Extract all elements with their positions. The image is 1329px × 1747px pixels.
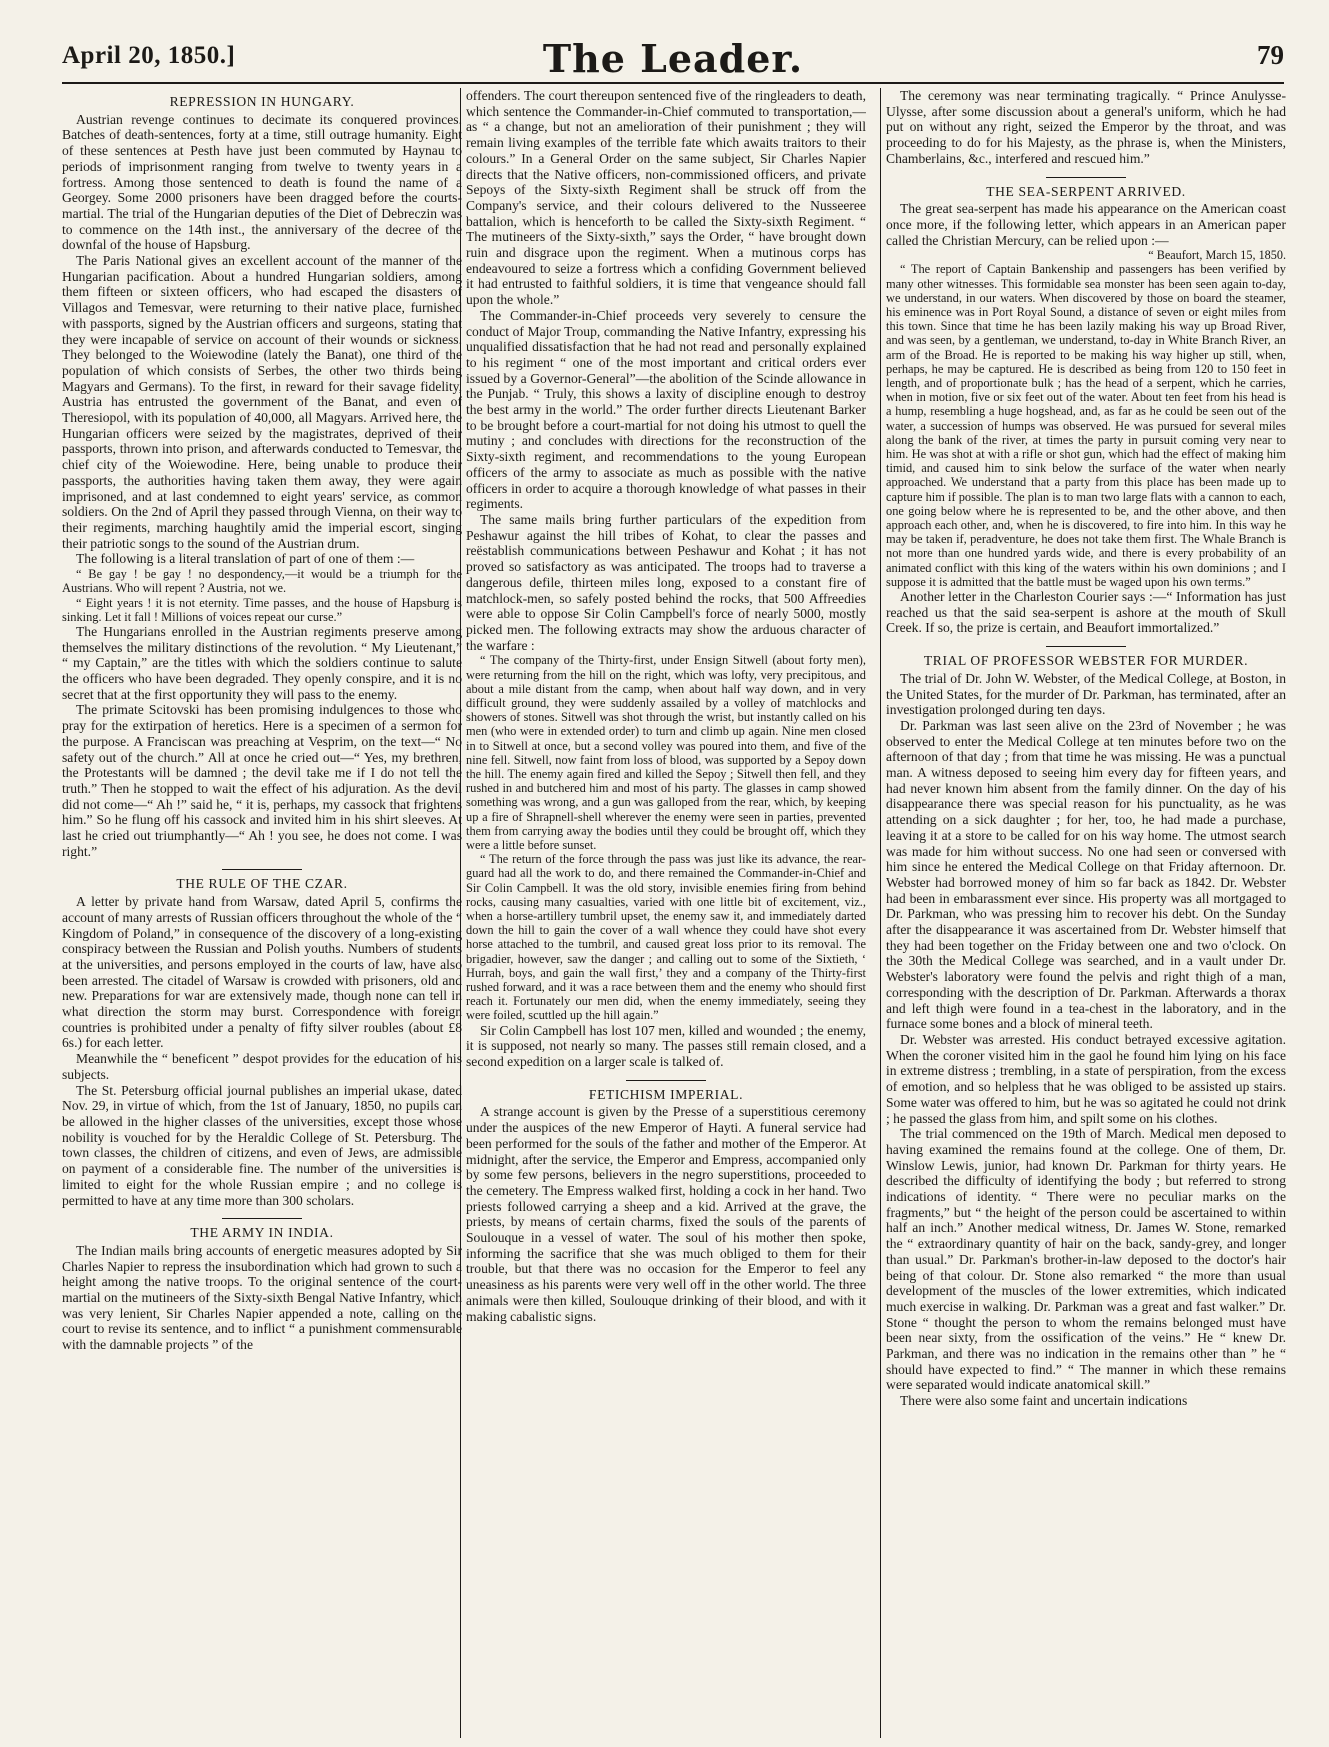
paragraph: The St. Petersburg official journal publishes an imperial ukase, dated Nov. 29, in virtue of which, from the 1st of January, 1850, no pupils can be allowed in the higher classes of the universities, except those whose nobility is vouched for by the Heraldic College of St. Petersburg. The town classes, the children of citizens, and even of Jews, are admissible on payment of a considerable fine. The number of the universities is limited to eight for the whole Russian empire ; and no college is permitted to have at any time more than 300 scholars. [62,1082,462,1208]
quote-paragraph: “ The company of the Thirty-first, under Ensign Sitwell (about forty men), were returning from the hill on the right, which was lofty, very precipitous, and about a mile distant from the camp, when about half way down, and in very difficult ground, they were suddenly assailed by a volley of matchlocks and showers of stones. Sitwell was shot through the wrist, but instantly called on his men (who were in extended order) to turn and climb up again. Nine men closed in to Sitwell at once, but a second volley was poured into them, and five of the nine fell. Sitwell, now faint from loss of blood, was supported by a Sepoy down the hill. The enemy again fired and killed the Sepoy ; Sitwell then fell, and they rushed in and butchered him and most of his party. The glasses in camp showed something was wrong, and a gun was galloped from the rear, which, by keeping up a fire of Shrapnell-shell wherever the enemy were seen in parties, prevented them from carrying away the bodies until they could be brought off, which they were a little before sunset. [466,653,866,852]
paragraph: The Commander-in-Chief proceeds very severely to censure the conduct of Major Troup, commanding the Native Infantry, expressing his unqualified dissatisfaction that he had not read and personally explained to his regiment “ one of the most important and critical orders ever issued by a Governor-General”—the abolition of the Scinde allowance in the Punjab. “ Truly, this shows a laxity of discipline enough to destroy the best army in the world.” The order further directs Lieutenant Barker to be brought before a court-martial for not doing his utmost to quell the mutiny ; and concludes with directions for the reconstruction of the Sixty-sixth regiment, and recommendations to the young European officers of the army to associate as much as possible with the native officers in order to acquire a thorough knowledge of what passes in their regiments. [466,307,866,512]
paragraph: The following is a literal translation of part of one of them :— [76,551,415,567]
paragraph: The trial commenced on the 19th of March. Medical men deposed to having examined the remains found at the college. One of them, Dr. Winslow Lewis, junior, had known Dr. Parkman for thirty years. He described the difficulty of identifying the body ; but referred to strong indications of identity. “ There were no peculiar marks on the fragments,” but “ the height of the person could be ascertained to within half an inch.” Another medical witness, Dr. James W. Stone, remarked the “ extraordinary quantity of hair on the back, sandy-grey, and longer than usual.” Dr. Parkman's brother-in-law deposed to the doctor's hair being of that colour. Dr. Stone also remarked “ the more than usual development of the muscles of the lower extremities, which indicated much exercise in walking. Dr. Parkman was a great and fast walker.” Dr. Stone “ thought the person to whom the remains belonged must have been near sixty, from the ossification of the veins.” He “ knew Dr. Parkman, and there was no indication in the remains other than ” he “ should have expected to find.” “ The manner in which these remains were separated would indicate anatomical skill.” [886,1126,1286,1393]
section-title: THE SEA-SERPENT ARRIVED. [986,183,1186,199]
paragraph: The great sea-serpent has made his appearance on the American coast once more, if the following letter, which appears in an American paper called the Christian Mercury, can be relied upon :— [886,201,1286,248]
paragraph: The Indian mails bring accounts of energetic measures adopted by Sir Charles Napier to repress the insubordination which had grown to such a height among the native troops. To the original sentence of the court-martial on the mutineers of the Sixty-sixth Bengal Native Infantry, which was very lenient, Sir Charles Napier appended a note, calling on the court to revise its sentence, and to inflict “ a punishment commensurable with the damnable projects ” of the [62,1242,462,1353]
paragraph: Dr. Parkman was last seen alive on the 23rd of November ; he was observed to enter the Medical College at ten minutes before two on the afternoon of that day ; from that time he was missing. He was a punctual man. A witness deposed to seeing him every day for fifteen years, and had never known him absent from the family dinner. On the day of his disappearance there was special reason for his punctuality, as he was attending on a sick daughter ; for her, too, he had made a purchase, leaving it at a store to be called for on his way home. The utmost search was made for him without success. No one had seen or conversed with him since he entered the Medical College on that Friday afternoon. Dr. Webster had borrowed money of him so far back as 1842. Dr. Webster had been in embarassment ever since. His property was all mortgaged to Dr. Parkman, who was pressing him to recover his debt. On the Sunday after the disappearance it was ascertained from Dr. Webster himself that they had been together on the Friday between one and two o'clock. On the 30th the Medical College was searched, and in a vault under Dr. Webster's laboratory were found the pelvis and right thigh of a man, corresponding with the description of Dr. Parkman. Afterwards a thorax and left thigh were found in a tea-chest in the laboratory, and in the furnace some bones and a block of mineral teeth. [886,717,1286,1032]
quote-paragraph: “ Eight years ! it is not eternity. Time passes, and the house of Hapsburg is sinking. Let it fall ! Millions of voices repeat our curse.” [62,595,462,624]
section-divider [222,869,302,870]
paragraph: Another letter in the Charleston Courier says :—“ Information has just reached us that the said sea-serpent is ashore at the mouth of Skull Creek. If so, the prize is certain, and Beaufort immortalized.” [886,589,1286,636]
column-1 [62,88,462,1738]
paragraph: The Hungarians enrolled in the Austrian regiments preserve among themselves the military distinctions of the revolution. “ My Lieutenant,” “ my Captain,” are the titles with which the soldiers continue to salute the officers who have been degraded. They openly conspire, and it is no secret that at the first opportunity they will pass to the enemy. [62,623,462,702]
paragraph: The same mails bring further particulars of the expedition from Peshawur against the hill tribes of Kohat, to clear the passes and reëstablish communications between Peshawur and Kohat ; it has not proved so satisfactory as was anticipated. The troops had to traverse a dangerous defile, thirteen miles long, exposed to a constant fire of matchlock-men, so safely posted behind the rocks, that 500 Affreedies were able to oppose Sir Colin Campbell's force of nearly 5000, mostly picked men. The following extracts may show the arduous character of the warfare : [466,511,866,653]
paragraph: Austrian revenge continues to decimate its conquered provinces. Batches of death-sentences, forty at a time, still outrage humanity. Eight of these sentences at Pesth have just been commuted by Haynau to periods of imprisonment ranging from twelve to twenty years in a fortress. Among those sentenced to death is found the name of a Georgey. Some 2000 prisoners have been dragged before the courts-martial. The trial of the Hungarian deputies of the Diet of Debreczin was to commence on the 14th inst., the anniversary of the decree of the downfal of the house of Hapsburg. [62,111,462,253]
paragraph: Meanwhile the “ beneficent ” despot provides for the education of his subjects. [62,1051,462,1082]
newspaper-title: The Leader. [542,36,804,81]
paragraph: The ceremony was near terminating tragically. “ Prince Anulysse-Ulysse, after some discussion about a general's uniform, which he had put on without any right, seized the Emperor by the throat, and was proceeding to do for his Majesty, as the phrase is, when the Ministers, Chamberlains, &c., interfered and rescued him.” [886,88,1286,166]
section-divider [222,1218,302,1219]
paragraph: The Paris National gives an excellent account of the manner of the Hungarian pacification. About a hundred Hungarian soldiers, among them fifteen or sixteen officers, who had escaped the disasters of Villagos and Temesvar, were returning to their native place, furnished with passports, signed by the Austrian officers and surgeons, stating that they were incapable of service on account of their wounds or sickness. They belonged to the Woiewodine (lately the Banat), one third of the population of which consists of Serbes, the other two thirds being Magyars and Germans). To the first, in reward for their savage fidelity, Austria has entrusted the government of the Banat, and even of Theresiopol, with its population of 40,000, all Magyars. Arrived here, the Hungarian officers were seized by the magistrates, deprived of their passports, thrown into prison, and afterwards conducted to Temesvar, the chief city of the Woiewodine. Here, being unable to produce their passports, the authorities having taken them away, they were again imprisoned, and at last condemned to eight years' service, as common soldiers. On the 2nd of April they passed through Vienna, on their way to their regiments, marching haughtily amid the imperial escort, singing their patriotic songs to the sound of the Austrian drum. [62,253,462,551]
paragraph: A strange account is given by the Presse of a superstitious ceremony under the auspices of the new Emperor of Hayti. A funeral service had been performed for the souls of the father and mother of the Emperor. At midnight, after the service, the Emperor and Empress, accompanied only by some few persons, believers in the negro superstitions, proceeded to the cemetery. The Empress walked first, holding a cock in her hand. Two priests followed carrying a sheep and a kid. Arrived at the grave, the priests, by means of certain charms, fixed the souls of the parents of Soulouque in a vessel of water. The soul of his mother then spoke, informing the sacrifice that she was much obliged to them for their trouble, but that there was no occasion for the Emperor to feel any uneasiness as his parents were very well off in the other world. The three animals were then killed, Soulouque drinking of their blood, and with it making cabalistic signs. [466,1104,866,1324]
section-title: THE RULE OF THE CZAR. [176,876,348,892]
section-title: THE ARMY IN INDIA. [190,1225,334,1241]
section-title: TRIAL OF PROFESSOR WEBSTER FOR MURDER. [923,653,1249,669]
paragraph: Dr. Webster was arrested. His conduct betrayed excessive agitation. When the coroner visited him in the gaol he found him lying on his face in extreme distress ; trembling, in a state of perspiration, from the excess of emotion, and so helpless that he was obliged to be assisted up stairs. Some water was offered to him, but he was so agitated he could not drink ; he passed the glass from him, and spilt some on his clothes. [886,1031,1286,1126]
paragraph: A letter by private hand from Warsaw, dated April 5, confirms the account of many arrests of Russian officers throughout the whole of the “ Kingdom of Poland,” in consequence of the discovery of a long-existing conspiracy between the Russian and Polish youths. Numbers of students at the universities, and persons employed in the courts of law, have also been arrested. The citadel of Warsaw is crowded with prisoners, old and new. Preparations for war are extensively made, though none can tell in what direction the storm may burst. Correspondence with foreign countries is prohibited under a penalty of fifty silver roubles (about £8 6s.) for each letter. [62,894,462,1051]
page-number: 79 [1257,40,1284,70]
letter-dateline: “ Beaufort, March 15, 1850. [1148,248,1286,263]
paragraph: The primate Scitovski has been promising indulgences to those who pray for the extirpation of heretics. Here is a specimen of a sermon for the purpose. A Franciscan was preaching at Vesprim, on the text—“ No safety out of the church.” All at once he cried out—“ Yes, my brethren, the Protestants will be damned ; the devil take me if I do not tell the truth.” Then he stopped to wait the effect of his adjuration. As the devil did not come—“ Ah !” said he, “ it is, perhaps, my cassock that frightens him.” So he flung off his cassock and invited him in his shirt sleeves. At last he cried out triumphantly—“ Ah ! you see, he does not come. I was right.” [62,702,462,859]
masthead [62,38,1284,84]
quote-paragraph: “ The report of Captain Bankenship and passengers has been verified by many other witnesses. This formidable sea monster has been seen again to-day, we understand, in our waters. When discovered by those on board the steamer, his eminence was in Port Royal Sound, a distance of seven or eight miles from this town. Since that time he has been lazily making his way up Broad River, and was seen, by a gentleman, we understand, to-day in White Branch River, an arm of the Broad. He is reported to be making his way higher up still, when, perhaps, he may be captured. He is described as being from 120 to 150 feet in length, and of proportionate bulk ; has the head of a serpent, which he carries, when in motion, five or six feet out of the water. About ten feet from his head is a hump, resembling a huge hogshead, and, as far as he could be seen out of the water, a succession of humps was observed. He was pursued for several miles along the bank of the river, at times the party in pursuit coming very near to him. He was shot at with a rifle or shot gun, which had the effect of making him timid, and caused him to sink below the surface of the water when nearly approached. We understand that a party from this place has been made up to capture him if possible. The plan is to man two large flats with a cannon to each, one going below where he is represented to be, and the other above, and then approach each other, and, when he is discovered, to fire into him. In this way he may be taken if, peradventure, he does not take them first. The Whale Branch is not more than one hundred yards wide, and there is every probability of an animated conflict with this king of the waters within his own dominions ; and I suppose it is admitted that the battle must be waged upon his own terms.” [886,262,1286,589]
section-title: FETICHISM IMPERIAL. [588,1086,744,1102]
paragraph: There were also some faint and uncertain indications [900,1393,1188,1409]
section-divider [1046,646,1126,647]
paragraph: Sir Colin Campbell has lost 107 men, killed and wounded ; the enemy, it is supposed, not nearly so many. The passes still remain closed, and a second expedition on a larger scale is talked of. [466,1022,866,1069]
section-title: REPRESSION IN HUNGARY. [169,94,355,109]
paragraph: The trial of Dr. John W. Webster, of the Medical College, at Boston, in the United States, for the murder of Dr. Parkman, has terminated, after an investigation prolonged during ten days. [886,670,1286,718]
column-3 [886,88,1286,1738]
section-divider [1046,177,1126,178]
issue-date: April 20, 1850.] [62,42,236,69]
column-rule-2 [880,88,881,1738]
quote-paragraph: “ The return of the force through the pass was just like its advance, the rear-guard had all the work to do, and there remained the Commander-in-Chief and Sir Colin Campbell. It was the old story, invisible enemies firing from behind rocks, causing many casualties, varied with one little bit of excitement, viz., when a horse-artillery tumbril upset, the enemy saw it, and immediately darted down the hill to gain the cover of a wall whence they could have shot every horse attached to the tumbril, and caused great loss prior to its removal. The brigadier, however, saw the danger ; and calling out to some of the Sixtieth, ‘ Hurrah, boys, and gain the wall first,’ they and a company of the Thirty-first rushed forward, and it was a race between them and the enemy who should first reach it. Fortunately our men did, when the enemy immediately, seeing they were foiled, scuttled up the hill again.” [466,852,866,1023]
column-2 [466,88,866,1738]
paragraph: offenders. The court thereupon sentenced five of the ringleaders to death, which sentence the Commander-in-Chief commuted to transportation,—as “ a change, but not an amelioration of their punishment ; they will remain living examples of the terrible fate which awaits traitors to their colours.” In a General Order on the same subject, Sir Charles Napier directs that the Native officers, non-commissioned officers, and private Sepoys of the Sixty-sixth Regiment shall be struck off from the Company's service, and their colours delivered to the Nusseeree battalion, which is henceforth to be called the Sixty-sixth Regiment. “ The mutineers of the Sixty-sixth,” says the Order, “ have brought down ruin and disgrace upon the regiment. When a mutinous corps has endeavoured to seize a fortress which a confiding Government believed it had entrusted to faithful soldiers, it is time that vengeance should fall upon the whole.” [466,88,866,308]
quote-paragraph: “ Be gay ! be gay ! no despondency,—it would be a triumph for the Austrians. Who will repent ? Austria, not we. [62,567,462,596]
section-divider [626,1080,706,1081]
